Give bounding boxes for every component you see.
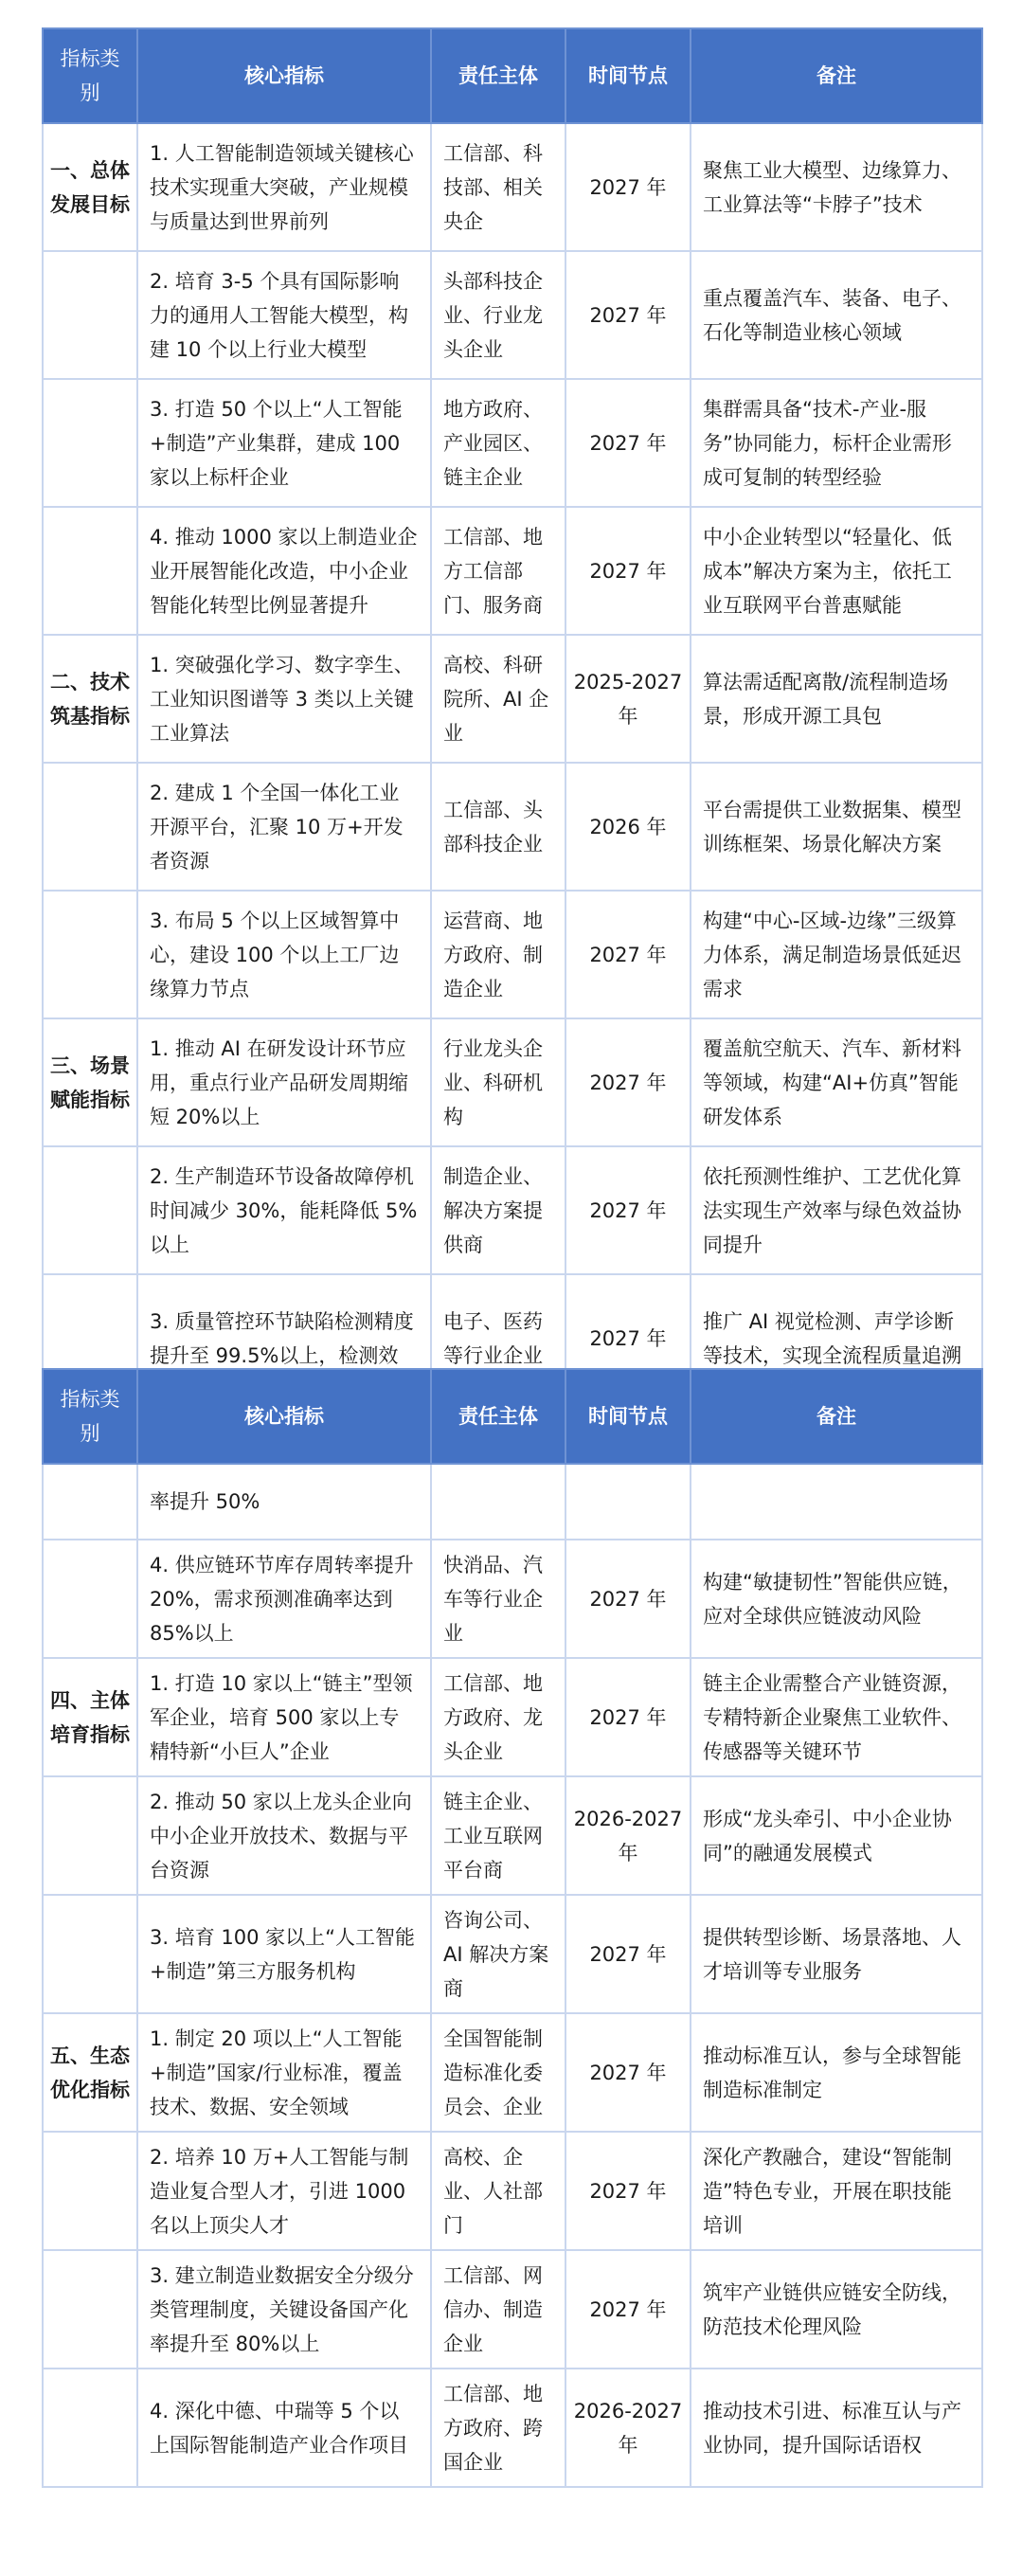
indicator-cell: 4. 深化中德、中瑞等 5 个以上国际智能制造产业合作项目 [137,2369,431,2487]
time-cell: 2026-2027 年 [565,1776,691,1895]
responsible-cell: 行业龙头企业、科研机构 [431,1018,565,1146]
time-cell: 2027 年 [565,1146,691,1274]
responsible-cell: 高校、企业、人社部门 [431,2132,565,2250]
table-header-row [43,1369,982,1464]
time-cell: 2027 年 [565,1274,691,1402]
indicator-cell: 1. 突破强化学习、数字孪生、工业知识图谱等 3 类以上关键工业算法 [137,635,431,763]
table-row [43,2132,982,2250]
time-cell: 2027 年 [565,251,691,379]
remark-cell: 算法需适配离散/流程制造场景，形成开源工具包 [691,635,982,763]
responsible-cell: 头部科技企业、行业龙头企业 [431,251,565,379]
remark-cell: 覆盖航空航天、汽车、新材料等领域，构建“AI+仿真”智能研发体系 [691,1018,982,1146]
indicator-cell: 2. 生产制造环节设备故障停机时间减少 30%，能耗降低 5%以上 [137,1146,431,1274]
category-cell [43,1146,137,1274]
table-row [43,379,982,507]
indicator-cell: 3. 建立制造业数据安全分级分类管理制度，关键设备国产化率提升至 80%以上 [137,2250,431,2369]
responsible-cell [431,1464,565,1540]
remark-cell: 筑牢产业链供应链安全防线，防范技术伦理风险 [691,2250,982,2369]
remark-cell: 平台需提供工业数据集、模型训练框架、场景化解决方案 [691,763,982,891]
remark-cell: 形成“龙头牵引、中小企业协同”的融通发展模式 [691,1776,982,1895]
time-cell [565,1464,691,1540]
responsible-cell: 高校、科研院所、AI 企业 [431,635,565,763]
category-cell [43,251,137,379]
responsible-cell: 工信部、地方工信部门、服务商 [431,507,565,635]
table-row [43,1895,982,2013]
indicator-cell: 3. 打造 50 个以上“人工智能+制造”产业集群，建成 100 家以上标杆企业 [137,379,431,507]
indicator-cell: 2. 推动 50 家以上龙头企业向中小企业开放技术、数据与平台资源 [137,1776,431,1895]
time-cell: 2027 年 [565,379,691,507]
time-cell: 2027 年 [565,2132,691,2250]
indicator-cell: 3. 质量管控环节缺陷检测精度提升至 99.5%以上，检测效 [137,1274,431,1402]
indicator-table-page-2 [42,1368,983,2488]
header-responsible: 责任主体 [431,1369,565,1464]
header-remark: 备注 [691,28,982,123]
remark-cell: 推广 AI 视觉检测、声学诊断等技术，实现全流程质量追溯 [691,1274,982,1402]
indicator-cell: 率提升 50% [137,1464,431,1540]
indicator-cell: 1. 人工智能制造领域关键核心技术实现重大突破，产业规模与质量达到世界前列 [137,123,431,251]
time-cell: 2026-2027 年 [565,2369,691,2487]
responsible-cell: 咨询公司、AI 解决方案商 [431,1895,565,2013]
indicator-cell: 2. 培养 10 万+人工智能与制造业复合型人才，引进 1000 名以上顶尖人才 [137,2132,431,2250]
remark-cell: 推动技术引进、标准互认与产业协同，提升国际话语权 [691,2369,982,2487]
responsible-cell: 工信部、地方政府、跨国企业 [431,2369,565,2487]
indicator-cell: 4. 推动 1000 家以上制造业企业开展智能化改造，中小企业智能化转型比例显著提升 [137,507,431,635]
time-cell: 2027 年 [565,507,691,635]
category-cell [43,1895,137,2013]
remark-cell: 聚焦工业大模型、边缘算力、工业算法等“卡脖子”技术 [691,123,982,251]
header-category: 指标类别 [43,28,137,123]
indicator-cell: 1. 打造 10 家以上“链主”型领军企业，培育 500 家以上专精特新“小巨人”企业 [137,1658,431,1776]
remark-cell: 构建“敏捷韧性”智能供应链，应对全球供应链波动风险 [691,1540,982,1658]
responsible-cell: 工信部、科技部、相关央企 [431,123,565,251]
table-row [43,507,982,635]
responsible-cell: 工信部、地方政府、龙头企业 [431,1658,565,1776]
category-cell [43,2369,137,2487]
header-remark: 备注 [691,1369,982,1464]
responsible-cell: 工信部、头部科技企业 [431,763,565,891]
remark-cell: 依托预测性维护、工艺优化算法实现生产效率与绿色效益协同提升 [691,1146,982,1274]
table-row [43,635,982,763]
remark-cell: 链主企业需整合产业链资源，专精特新企业聚焦工业软件、传感器等关键环节 [691,1658,982,1776]
table-row [43,1540,982,1658]
table-row [43,1146,982,1274]
category-cell [43,2250,137,2369]
table-row [43,251,982,379]
header-time: 时间节点 [565,1369,691,1464]
table-header-row [43,28,982,123]
remark-cell: 中小企业转型以“轻量化、低成本”解决方案为主，依托工业互联网平台普惠赋能 [691,507,982,635]
indicator-cell: 3. 培育 100 家以上“人工智能+制造”第三方服务机构 [137,1895,431,2013]
header-time: 时间节点 [565,28,691,123]
responsible-cell: 快消品、汽车等行业企业 [431,1540,565,1658]
indicator-cell: 2. 建成 1 个全国一体化工业开源平台，汇聚 10 万+开发者资源 [137,763,431,891]
remark-cell: 构建“中心-区域-边缘”三级算力体系，满足制造场景低延迟需求 [691,891,982,1018]
category-cell: 三、场景赋能指标 [43,1018,137,1146]
category-cell [43,1776,137,1895]
responsible-cell: 全国智能制造标准化委员会、企业 [431,2013,565,2132]
indicator-cell: 1. 推动 AI 在研发设计环节应用，重点行业产品研发周期缩短 20%以上 [137,1018,431,1146]
responsible-cell: 运营商、地方政府、制造企业 [431,891,565,1018]
time-cell: 2027 年 [565,891,691,1018]
table-row [43,1776,982,1895]
time-cell: 2027 年 [565,123,691,251]
header-indicator: 核心指标 [137,28,431,123]
time-cell: 2027 年 [565,2013,691,2132]
category-cell [43,1464,137,1540]
category-cell: 五、生态优化指标 [43,2013,137,2132]
responsible-cell: 工信部、网信办、制造企业 [431,2250,565,2369]
category-cell [43,2132,137,2250]
time-cell: 2027 年 [565,1540,691,1658]
table-row [43,2250,982,2369]
remark-cell: 重点覆盖汽车、装备、电子、石化等制造业核心领域 [691,251,982,379]
time-cell: 2027 年 [565,2250,691,2369]
category-cell [43,379,137,507]
table-row [43,1658,982,1776]
remark-cell [691,1464,982,1540]
category-cell [43,1540,137,1658]
time-cell: 2027 年 [565,1018,691,1146]
responsible-cell: 链主企业、工业互联网平台商 [431,1776,565,1895]
indicator-cell: 1. 制定 20 项以上“人工智能+制造”国家/行业标准，覆盖技术、数据、安全领域 [137,2013,431,2132]
time-cell: 2026 年 [565,763,691,891]
header-responsible: 责任主体 [431,28,565,123]
table-row [43,763,982,891]
remark-cell: 提供转型诊断、场景落地、人才培训等专业服务 [691,1895,982,2013]
remark-cell: 深化产教融合，建设“智能制造”特色专业，开展在职技能培训 [691,2132,982,2250]
time-cell: 2027 年 [565,1895,691,2013]
remark-cell: 集群需具备“技术-产业-服务”协同能力，标杆企业需形成可复制的转型经验 [691,379,982,507]
category-cell [43,507,137,635]
indicator-cell: 2. 培育 3-5 个具有国际影响力的通用人工智能大模型，构建 10 个以上行业大模型 [137,251,431,379]
table-row [43,1018,982,1146]
table-row [43,123,982,251]
category-cell: 一、总体发展目标 [43,123,137,251]
responsible-cell: 地方政府、产业园区、链主企业 [431,379,565,507]
indicator-table-page-1 [42,27,983,1403]
indicator-cell: 4. 供应链环节库存周转率提升 20%，需求预测准确率达到 85%以上 [137,1540,431,1658]
table-row [43,891,982,1018]
table-row [43,1464,982,1540]
header-indicator: 核心指标 [137,1369,431,1464]
category-cell [43,891,137,1018]
table-row [43,2369,982,2487]
category-cell: 四、主体培育指标 [43,1658,137,1776]
responsible-cell: 制造企业、解决方案提供商 [431,1146,565,1274]
remark-cell: 推动标准互认，参与全球智能制造标准制定 [691,2013,982,2132]
time-cell: 2025-2027 年 [565,635,691,763]
category-cell [43,763,137,891]
responsible-cell: 电子、医药等行业企业 [431,1274,565,1402]
indicator-cell: 3. 布局 5 个以上区域智算中心，建设 100 个以上工厂边缘算力节点 [137,891,431,1018]
table-row [43,2013,982,2132]
category-cell: 二、技术筑基指标 [43,635,137,763]
header-category: 指标类别 [43,1369,137,1464]
time-cell: 2027 年 [565,1658,691,1776]
